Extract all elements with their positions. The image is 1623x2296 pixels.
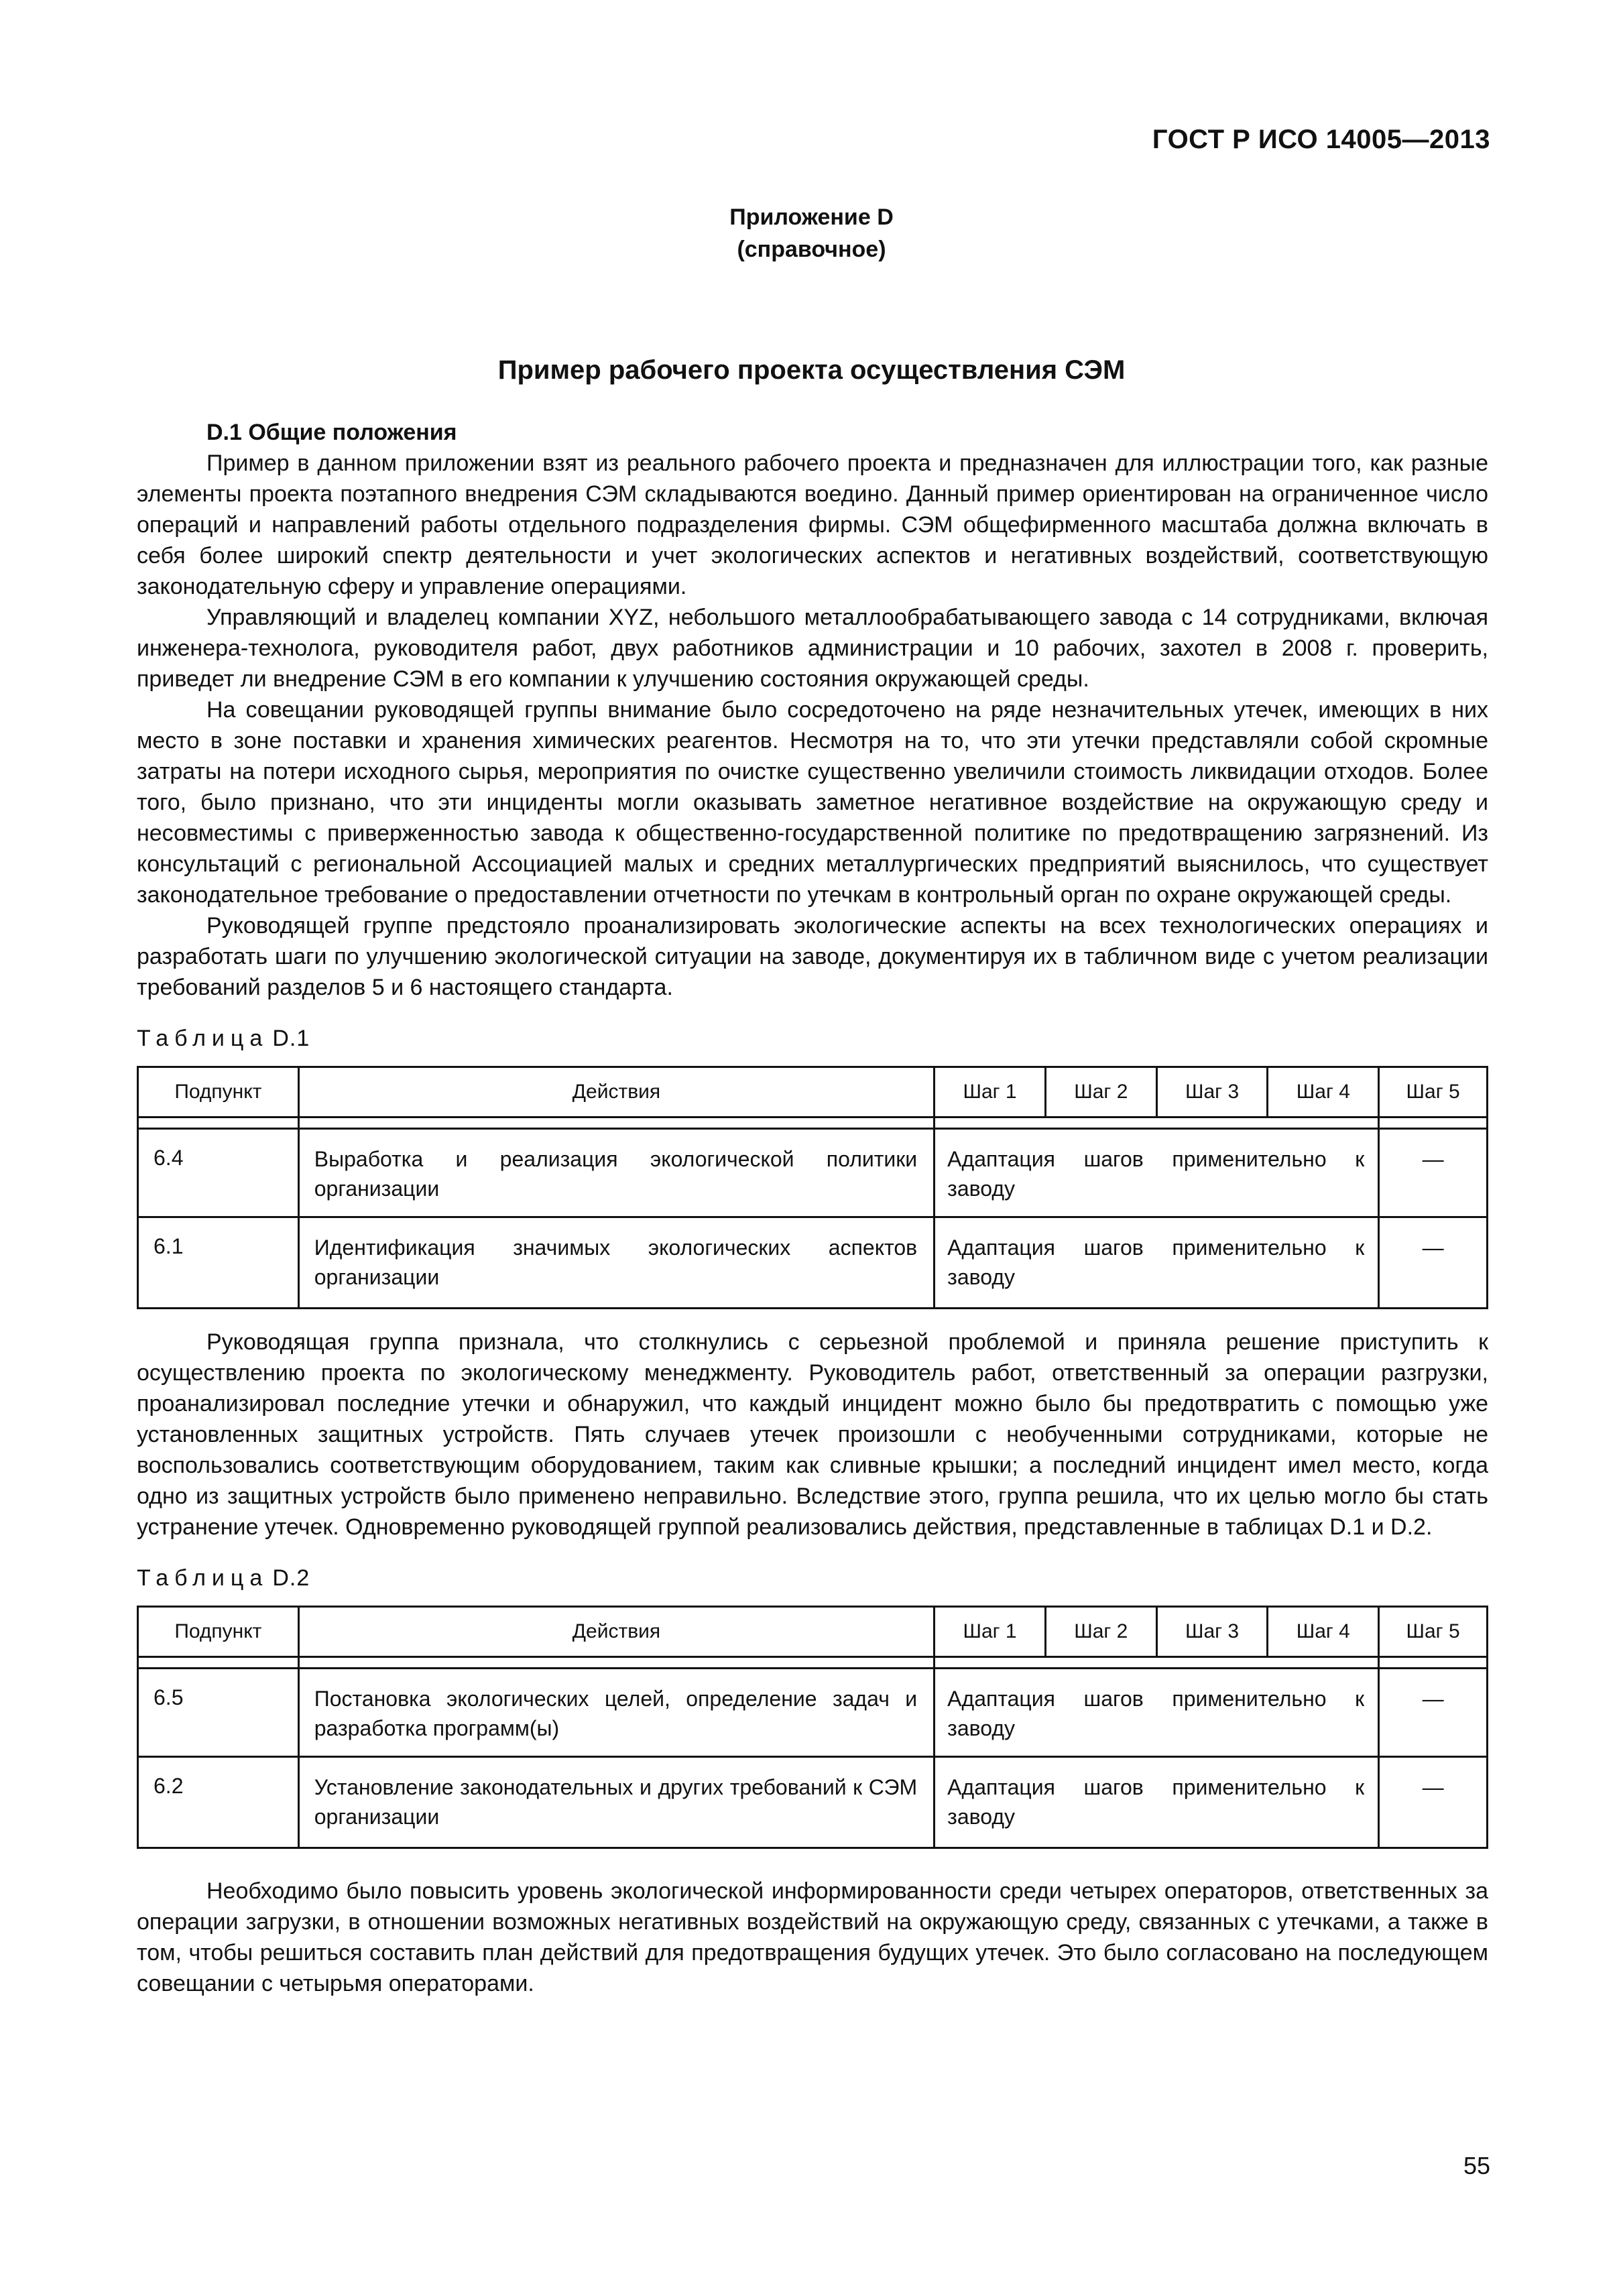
- subclause-cell: 6.1: [138, 1217, 299, 1309]
- document-body: [137, 417, 1488, 1999]
- paragraph: Руководящей группе предстояло проанализировать экологические аспекты на всех технологических операциях и разработать шаги по улучшению экологической ситуации на заводе, документируя их в табличном виде с учетом реализации требований разделов 5 и 6 настоящего стандарта.: [137, 913, 1488, 1000]
- appendix-type: (справочное): [737, 237, 886, 262]
- step5-cell: —: [1379, 1757, 1488, 1848]
- subclause-cell: 6.2: [138, 1757, 299, 1848]
- table-caption: [137, 1023, 1488, 1054]
- table-row: [138, 1129, 1488, 1217]
- header-cell: Шаг 3: [1156, 1067, 1268, 1117]
- action-cell: Идентификация значимых экологических аспектов организации: [298, 1217, 934, 1309]
- action-cell: Выработка и реализация экологической политики организации: [298, 1129, 934, 1217]
- steps-cell: Адаптация шагов применительно к заводу: [935, 1669, 1379, 1757]
- header-cell: Шаг 4: [1268, 1607, 1379, 1657]
- steps-cell: Адаптация шагов применительно к заводу: [935, 1129, 1379, 1217]
- paragraph: Управляющий и владелец компании XYZ, небольшого металлообрабатывающего завода с 14 сотрудниками, включая инженера-технолога, руководителя работ, двух работников администрации и 10 рабочих, захотел в 2008 г. проверить, приведет ли внедрение СЭМ в его компании к улучшению состояния окружающей среды.: [137, 605, 1488, 692]
- header-cell: Шаг 2: [1045, 1067, 1156, 1117]
- header-cell: Шаг 1: [935, 1067, 1046, 1117]
- table-header-row: [138, 1607, 1488, 1657]
- table-caption-word: Таблица: [137, 1026, 269, 1051]
- table-caption-word: Таблица: [137, 1565, 269, 1591]
- step5-cell: —: [1379, 1669, 1488, 1757]
- action-cell: Постановка экологических целей, определение задач и разработка программ(ы): [298, 1669, 934, 1757]
- header-cell: Действия: [298, 1067, 934, 1117]
- header-cell: Подпункт: [138, 1067, 299, 1117]
- subclause-cell: 6.5: [138, 1669, 299, 1757]
- page-number: 55: [1463, 2152, 1490, 2179]
- table-row: [138, 1669, 1488, 1757]
- header-cell: Действия: [298, 1607, 934, 1657]
- appendix-title: [0, 201, 1623, 265]
- paragraph: На совещании руководящей группы внимание было сосредоточено на ряде незначительных утечек, имеющих в них место в зоне поставки и хранения химических реагентов. Несмотря на то, что эти утечки представляли собой скромные затраты на потери исходного сырья, мероприятия по очистке существенно увеличили стоимость ликвидации отходов. Более того, было признано, что эти инциденты могли оказывать заметное негативное воздействие на окружающую среду и несовместимы с приверженностью завода к общественно-государственной политике по предотвращению загрязнений. Из консультаций с региональной Ассоциацией малых и средних металлургических предприятий выяснилось, что существует законодательное требование о предоставлении отчетности по утечкам в контрольный орган по охране окружающей среды.: [137, 697, 1488, 908]
- table-caption-number: D.1: [272, 1026, 310, 1051]
- step5-cell: —: [1379, 1129, 1488, 1217]
- action-cell: Установление законодательных и других требований к СЭМ организации: [298, 1757, 934, 1848]
- steps-cell: Адаптация шагов применительно к заводу: [935, 1757, 1379, 1848]
- paragraph: Пример в данном приложении взят из реального рабочего проекта и предназначен для иллюстрации того, как разные элементы проекта поэтапного внедрения СЭМ складываются воедино. Данный пример ориентирован на ограниченное число операций и направлений работы отдельного подразделения фирмы. СЭМ общефирменного масштаба должна включать в себя более широкий спектр деятельности и учет экологических аспектов и негативных воздействий, соответствующую законодательную сферу и управление операциями.: [137, 450, 1488, 599]
- header-cell: Шаг 1: [935, 1607, 1046, 1657]
- header-cell: Шаг 2: [1045, 1607, 1156, 1657]
- header-cell: Шаг 5: [1379, 1067, 1488, 1117]
- header-cell: Подпункт: [138, 1607, 299, 1657]
- header-cell: Шаг 5: [1379, 1607, 1488, 1657]
- step5-cell: —: [1379, 1217, 1488, 1309]
- steps-table: [137, 1066, 1488, 1309]
- section-heading: D.1 Общие положения: [206, 420, 457, 445]
- table-header-row: [138, 1067, 1488, 1117]
- standard-header: ГОСТ Р ИСО 14005—2013: [1152, 125, 1490, 154]
- table-row: [138, 1217, 1488, 1309]
- table-row: [138, 1757, 1488, 1848]
- document-title: Пример рабочего проекта осуществления СЭМ: [497, 355, 1126, 385]
- header-cell: Шаг 4: [1268, 1067, 1379, 1117]
- paragraph: Руководящая группа признала, что столкнулись с серьезной проблемой и приняла решение приступить к осуществлению проекта по экологическому менеджменту. Руководитель работ, ответственный за операции разгрузки, проанализировал последние утечки и обнаружил, что каждый инцидент можно было бы предотвратить с помощью уже установленных защитных устройств. Пять случаев утечек произошли с необученными сотрудниками, которые не воспользовались соответствующим оборудованием, таким как сливные крышки; а последний инцидент имел место, когда одно из защитных устройств было применено неправильно. Вследствие этого, группа решила, что их целью могло бы стать устранение утечек. Одновременно руководящей группой реализовались действия, представленные в таблицах D.1 и D.2.: [137, 1329, 1488, 1540]
- header-cell: Шаг 3: [1156, 1607, 1268, 1657]
- paragraph: Необходимо было повысить уровень экологической информированности среди четырех операторов, ответственных за операции загрузки, в отношении возможных негативных воздействий на окружающую среду, связанных с утечками, а также в том, чтобы решиться составить план действий для предотвращения будущих утечек. Это было согласовано на последующем совещании с четырьмя операторами.: [137, 1878, 1488, 1996]
- steps-table: [137, 1606, 1488, 1849]
- subclause-cell: 6.4: [138, 1129, 299, 1217]
- steps-cell: Адаптация шагов применительно к заводу: [935, 1217, 1379, 1309]
- appendix-label: Приложение D: [729, 204, 894, 230]
- table-caption: [137, 1563, 1488, 1593]
- table-caption-number: D.2: [272, 1565, 310, 1591]
